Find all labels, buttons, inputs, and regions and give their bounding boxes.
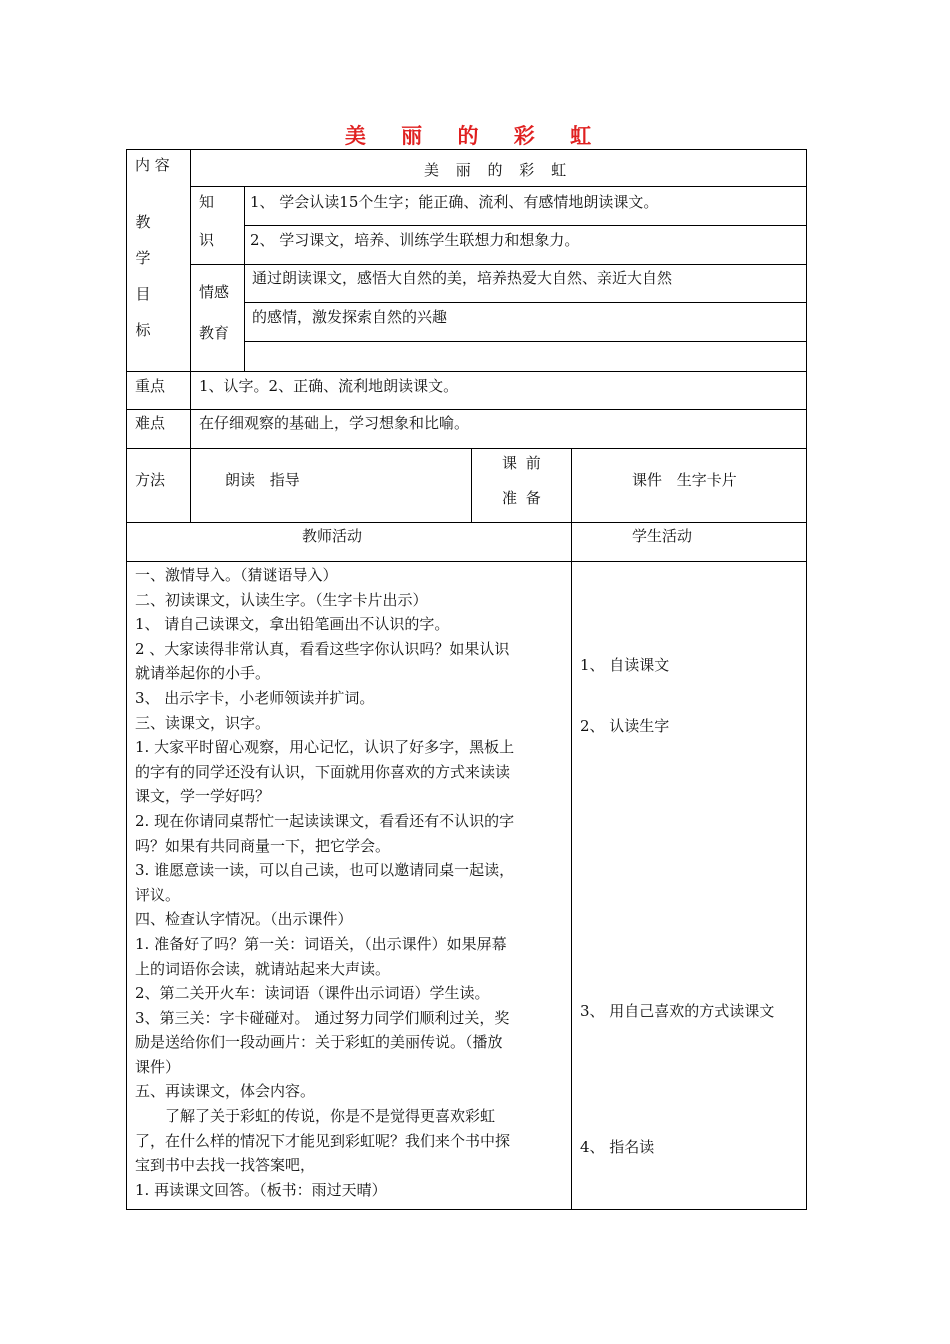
prep-label-2: 准 备 xyxy=(502,489,543,507)
difficulty-value: 在仔细观察的基础上，学习想象和比喻。 xyxy=(199,414,470,432)
student-item-2: 2、 认读生字 xyxy=(580,717,670,735)
student-activity-header: 学生活动 xyxy=(632,527,693,545)
key-point-value: 1、认字。2、正确、流利地朗读课文。 xyxy=(199,377,459,395)
page-title: 美 丽 的 彩 虹 xyxy=(344,123,606,148)
content-value: 美 丽 的 彩 虹 xyxy=(424,161,573,179)
key-point-label: 重点 xyxy=(135,377,166,395)
student-item-3: 3、 用自己喜欢的方式读课文 xyxy=(580,1002,775,1020)
objectives-label: 教 学 目 标 xyxy=(135,213,151,339)
knowledge-label-1: 知 xyxy=(199,193,215,211)
method-value: 朗读 指导 xyxy=(225,471,300,489)
content-label: 内 容 xyxy=(135,156,170,174)
teacher-activity-header: 教师活动 xyxy=(302,527,363,545)
prep-value: 课件 生字卡片 xyxy=(632,471,737,489)
knowledge-item-1: 1、 学会认读15个生字；能正确、流利、有感情地朗读课文。 xyxy=(250,193,659,211)
emotion-label-1: 情感 xyxy=(199,283,230,301)
emotion-label-2: 教育 xyxy=(199,324,230,342)
student-item-1: 1、 自读课文 xyxy=(580,656,670,674)
emotion-line-2: 的感情，激发探索自然的兴趣 xyxy=(252,308,448,326)
knowledge-label-2: 识 xyxy=(199,231,215,249)
teacher-activity-text: 一、激情导入。（猜谜语导入） 二、初读课文，认读生字。（生字卡片出示） 1、 请自己读课文，拿出铅笔画出不认识的字。 2 、大家读得非常认真，看看这些字你认识吗？如果认识 就请举起你的小手。 3、 出示字卡，小老师领读并扩词。 三、读课文，识字。 1. 大家平时留心观察，用心记忆，认识了好多字，黑板上 的字有的同学还没有认识，下面就用你喜欢的方式来读读 课文，学一学好吗？ 2. 现在你请同桌帮忙一起读读课文，看看还有不认识的字 吗？如果有共同商量一下，把它学会。 3. 谁愿意读一读，可以自己读，也可以邀请同桌一起读， 评议。 四、检查认字情况。（出示课件） 1. 准备好了吗？第一关：词语关，（出示课件）如果屏幕 上的词语你会读，就请站起来大声读。 2、第二关开火车：读词语（课件出示词语）学生读。 3、第三关：字卡碰碰对。 通过努力同学们顺利过关，奖 励是送给你们一段动画片：关于彩虹的美丽传说。（播放 课件） 五、再读课文，体会内容。 了解了关于彩虹的传说，你是不是觉得更喜欢彩虹 了，在什么样的情况下才能见到彩虹呢？我们来个书中探 宝到书中去找一找答案吧， 1. 再读课文回答。（板书：雨过天晴） xyxy=(135,566,515,1199)
prep-label-1: 课 前 xyxy=(502,454,543,472)
difficulty-label: 难点 xyxy=(135,414,166,432)
emotion-line-1: 通过朗读课文，感悟大自然的美，培养热爱大自然、亲近大自然 xyxy=(252,269,673,287)
method-label: 方法 xyxy=(135,471,166,489)
knowledge-item-2: 2、 学习课文，培养、训练学生联想力和想象力。 xyxy=(250,231,580,249)
student-item-4: 4、 指名读 xyxy=(580,1138,655,1156)
